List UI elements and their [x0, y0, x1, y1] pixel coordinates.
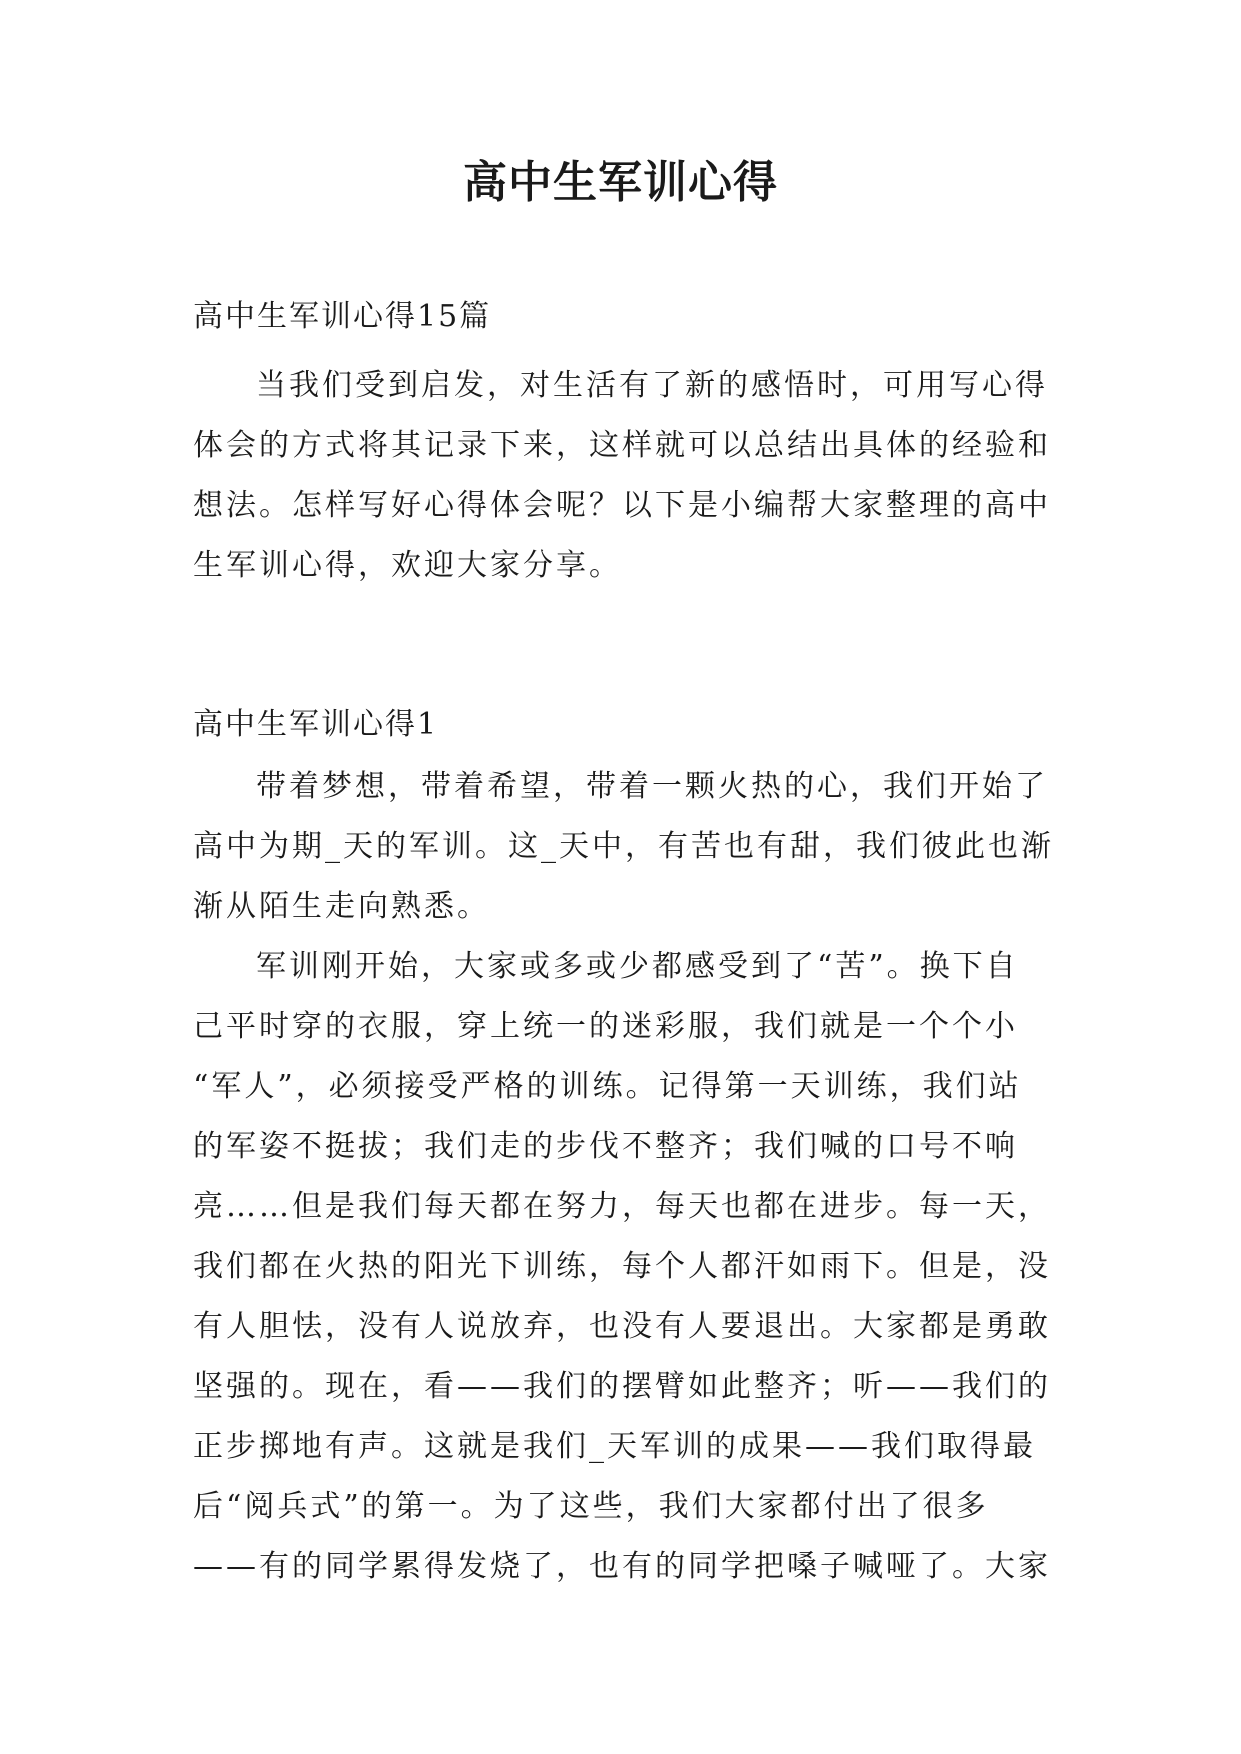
- intro-line: 生军训心得，欢迎大家分享。: [193, 548, 622, 583]
- document-subtitle: 高中生军训心得15篇: [193, 299, 492, 334]
- paragraph-line: 军训刚开始，大家或多或少都感受到了“苦”。换下自: [256, 949, 1019, 984]
- body-paragraph-2: [193, 937, 1053, 1597]
- paragraph-line: 带着梦想，带着希望，带着一颗火热的心，我们开始了: [256, 769, 1048, 804]
- paragraph-line: 有人胆怯，没有人说放弃，也没有人要退出。大家都是勇敢: [193, 1309, 1051, 1344]
- section-heading: 高中生军训心得1: [193, 707, 439, 742]
- paragraph-line: 亮……但是我们每天都在努力，每天也都在进步。每一天，: [193, 1189, 1051, 1224]
- paragraph-line: 正步掷地有声。这就是我们_天军训的成果——我们取得最: [193, 1429, 1036, 1464]
- paragraph-line: ——有的同学累得发烧了，也有的同学把嗓子喊哑了。大家: [193, 1549, 1051, 1584]
- intro-line: 体会的方式将其记录下来，这样就可以总结出具体的经验和: [193, 428, 1051, 463]
- paragraph-line: “军人”，必须接受严格的训练。记得第一天训练，我们站: [193, 1069, 1022, 1104]
- intro-line: 当我们受到启发，对生活有了新的感悟时，可用写心得: [256, 368, 1048, 403]
- intro-paragraph: [193, 356, 1053, 596]
- document-title: 高中生军训心得: [463, 157, 778, 208]
- intro-line: 想法。怎样写好心得体会呢？以下是小编帮大家整理的高中: [193, 488, 1051, 523]
- paragraph-line: 己平时穿的衣服，穿上统一的迷彩服，我们就是一个个小: [193, 1009, 1018, 1044]
- paragraph-line: 后“阅兵式”的第一。为了这些，我们大家都付出了很多: [193, 1489, 989, 1524]
- paragraph-line: 坚强的。现在，看——我们的摆臂如此整齐；听——我们的: [193, 1369, 1051, 1404]
- paragraph-line: 高中为期_天的军训。这_天中，有苦也有甜，我们彼此也渐: [193, 829, 1054, 864]
- paragraph-line: 渐从陌生走向熟悉。: [193, 889, 490, 924]
- paragraph-line: 的军姿不挺拔；我们走的步伐不整齐；我们喊的口号不响: [193, 1129, 1018, 1164]
- body-paragraph-1: [193, 757, 1053, 937]
- paragraph-line: 我们都在火热的阳光下训练，每个人都汗如雨下。但是，没: [193, 1249, 1051, 1284]
